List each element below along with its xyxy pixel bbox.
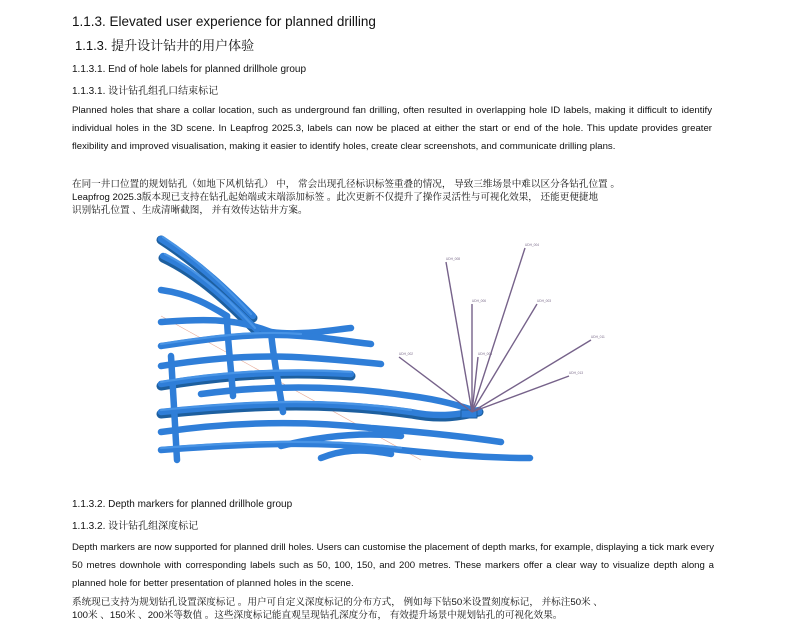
drillhole-udh-004 [472,248,525,412]
hole-label: UDH_002 [399,352,413,356]
drillhole-scene-svg [161,236,605,460]
hole-label: UDH_005 [478,352,492,356]
drillhole-scene-figure [161,236,605,460]
drillhole-labels [399,243,605,375]
section-heading-en: 1.1.3. Elevated user experience for planned drilling [72,14,376,29]
subsection-2-paragraph-cn-line-1: 系统现已支持为规划钻孔设置深度标记 。用户可自定义深度标记的分布方式， 例如每下钻50米设置刻度标记， 并标注50米 、 [72,597,603,608]
drillhole-udh-008 [446,262,472,412]
hole-label: UDH_011 [591,335,605,339]
subsection-1-paragraph-cn-line-1: 在同一井口位置的规划钻孔（如地下风机钻孔） 中， 常会出现孔径标识标签重叠的情况， 导致三维场景中难以区分各钻孔位置 。 [72,179,620,190]
subsection-1-heading-cn: 1.1.3.1. 设计钻孔组孔口结束标记 [72,86,219,97]
subsection-2-paragraph-cn-line-2: 100米 、150米 、200米等数值 。这些深度标记能直观呈现钻孔深度分布， 有效提升场景中规划钻孔的可视化效果。 [72,610,563,621]
drillhole-udh-003 [472,304,537,412]
subsection-2-paragraph-en: Depth markers are now supported for planned drill holes. Users can customise the placement of depth marks, for example, displaying a tick mark every 50 metres downhole with corresponding labels such as 50, 100, 150, and 200 metres. These markers offer a clear way to visualize depth along a planned hole for better presentation of planned holes in the scene. [72,542,714,590]
hole-label: UDH_013 [569,371,583,375]
hole-label: UDH_008 [446,257,460,261]
subsection-1-paragraph-en: Planned holes that share a collar location, such as underground fan drilling, often resulted in overlapping hole ID labels, making it difficult to identify individual holes in the 3D scene. In Leapfrog 2025.3, labels can now be placed at either the start or end of the hole. This update provides greater flexibility and improved visualisation, making it easier to identify holes, create clear screenshots, and communicate drilling plans. [72,105,712,153]
hole-label: UDH_004 [525,243,539,247]
subsection-1-paragraph-cn-line-3: 识别钻孔位置 、生成清晰截图， 并有效传达钻井方案。 [72,205,308,216]
section-heading-cn: 1.1.3. 提升设计钻井的用户体验 [75,38,255,53]
drillhole-udh-002 [399,357,472,412]
drillhole-udh-011 [472,340,591,412]
hole-label: UDH_003 [537,299,551,303]
subsection-1-paragraph-cn-line-2: Leapfrog 2025.3版本现已支持在钻孔起始端或末端添加标签 。此次更新不仅提升了操作灵活性与可视化效果， 还能更便捷地 [72,192,599,203]
subsection-1-heading-en: 1.1.3.1. End of hole labels for planned drillhole group [72,64,307,75]
planned-drillholes [399,248,591,412]
subsection-2-heading-cn: 1.1.3.2. 设计钻孔组深度标记 [72,521,199,532]
drillhole-udh-013 [472,376,569,412]
underground-drives [161,237,530,460]
subsection-2-heading-en: 1.1.3.2. Depth markers for planned drillhole group [72,499,293,510]
hole-label: UDH_006 [472,299,486,303]
